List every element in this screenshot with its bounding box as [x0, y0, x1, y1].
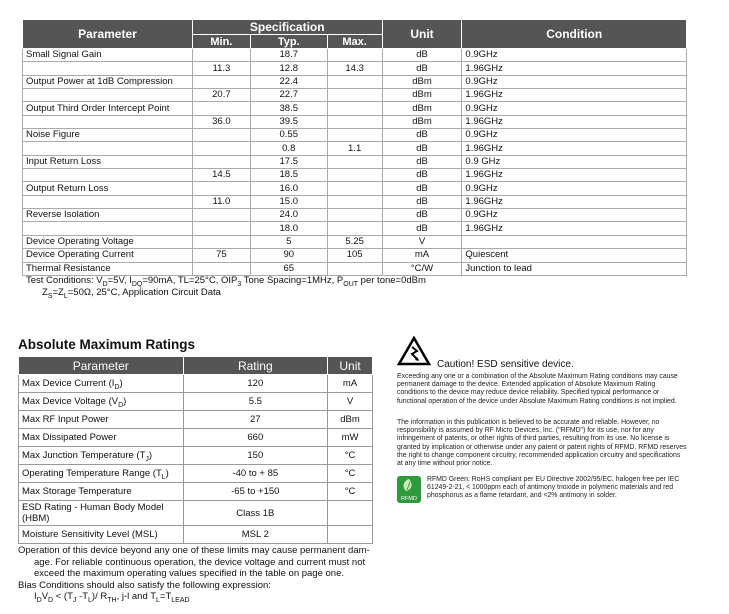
abs-max-title: Absolute Maximum Ratings — [18, 337, 196, 352]
spec-row — [23, 262, 687, 275]
amr-cell-rating: 150 — [183, 447, 328, 465]
spec-cell-min — [192, 49, 250, 62]
spec-cell-cond: Junction to lead — [462, 262, 687, 275]
spec-cell-max — [327, 195, 382, 208]
tc-text: =50Ω, 25°C, Application Circuit Data — [67, 287, 221, 298]
spec-cell-unit: dB — [382, 222, 462, 235]
spec-cell-param — [23, 222, 193, 235]
spec-cell-min — [192, 155, 250, 168]
tc-sub: D — [102, 280, 108, 288]
spec-cell-min — [192, 209, 250, 222]
amr-cell-parameter: Max Junction Temperature $(T_J)$ — [19, 447, 184, 465]
esd-warning-icon — [397, 336, 431, 366]
spec-cell-param: Noise Figure — [23, 129, 193, 142]
spec-row — [23, 235, 687, 248]
spec-row — [23, 249, 687, 262]
spec-cell-cond: 1.96GHz — [462, 115, 687, 128]
spec-row — [23, 75, 687, 88]
specification-table — [22, 19, 687, 276]
spec-cell-unit: dB — [382, 155, 462, 168]
spec-cell-max — [327, 262, 382, 275]
spec-cell-typ: 0.8 — [250, 142, 327, 155]
note-line: age. For reliable continuous operation, the device voltage and current must not — [34, 556, 366, 568]
spec-cell-param: Output Power at 1dB Compression — [23, 75, 193, 88]
spec-row — [23, 62, 687, 75]
spec-cell-min — [192, 262, 250, 275]
spec-row — [23, 102, 687, 115]
spec-cell-unit: V — [382, 235, 462, 248]
spec-cell-max — [327, 89, 382, 102]
amr-cell-unit: °C — [328, 465, 373, 483]
spec-cell-unit: dB — [382, 195, 462, 208]
spec-cell-cond: 0.9GHz — [462, 209, 687, 222]
spec-cell-param — [23, 62, 193, 75]
note-line: Operation of this device beyond any one of these limits may cause permanent dam- — [18, 545, 370, 556]
spec-cell-min — [192, 129, 250, 142]
col-condition: Condition — [462, 20, 687, 49]
spec-cell-max — [327, 75, 382, 88]
tc-sub: S — [47, 292, 53, 300]
amr-cell-parameter: Max RF Input Power — [19, 411, 184, 429]
spec-cell-typ: 90 — [250, 249, 327, 262]
spec-cell-min: 20.7 — [192, 89, 250, 102]
amr-col-rating: Rating — [183, 357, 328, 375]
leaf-icon — [397, 476, 421, 494]
spec-cell-max: 1.1 — [327, 142, 382, 155]
spec-cell-min: 14.5 — [192, 169, 250, 182]
spec-cell-unit: dB — [382, 142, 462, 155]
amr-cell-unit: V — [328, 393, 373, 411]
tc-text: Z — [42, 287, 48, 298]
spec-cell-cond: Quiescent — [462, 249, 687, 262]
spec-row — [23, 169, 687, 182]
spec-cell-param: Output Return Loss — [23, 182, 193, 195]
amr-cell-rating: -40 to + 85 — [183, 465, 328, 483]
bias-expression: $I_DV_D < (T_J$ $-T_L)/$ $R_{TH}$, j-l and $T_L=T_{LEAD}$ — [34, 591, 190, 604]
spec-cell-param: Input Return Loss — [23, 155, 193, 168]
spec-cell-typ: 16.0 — [250, 182, 327, 195]
col-specification: Specification — [192, 20, 382, 35]
tc-text: =Z — [52, 287, 64, 298]
amr-cell-unit: mA — [328, 375, 373, 393]
spec-cell-typ: 15.0 — [250, 195, 327, 208]
spec-cell-param: Small Signal Gain — [23, 49, 193, 62]
amr-cell-parameter: Max Storage Temperature — [19, 483, 184, 501]
amr-row — [19, 447, 373, 465]
amr-col-parameter: Parameter — [19, 357, 184, 375]
amr-cell-rating: 27 — [183, 411, 328, 429]
spec-cell-min — [192, 75, 250, 88]
spec-cell-max: 5.25 — [327, 235, 382, 248]
abs-max-notes — [18, 545, 388, 603]
amr-cell-rating: 5.5 — [183, 393, 328, 411]
amr-cell-rating: -65 to +150 — [183, 483, 328, 501]
spec-cell-cond — [462, 235, 687, 248]
tc-text: per tone=0dBm — [358, 275, 426, 286]
spec-cell-cond: 1.96GHz — [462, 62, 687, 75]
col-unit: Unit — [382, 20, 462, 49]
amr-row — [19, 465, 373, 483]
rfmd-badge-label: RFMD — [401, 496, 417, 502]
amr-row — [19, 429, 373, 447]
spec-row — [23, 115, 687, 128]
tc-sub: OUT — [343, 280, 359, 288]
spec-row — [23, 142, 687, 155]
amr-cell-rating: 660 — [183, 429, 328, 447]
spec-cell-max — [327, 115, 382, 128]
spec-cell-max — [327, 49, 382, 62]
spec-cell-cond: 0.9GHz — [462, 75, 687, 88]
spec-cell-unit: dB — [382, 209, 462, 222]
spec-cell-min: 11.3 — [192, 62, 250, 75]
spec-cell-max — [327, 155, 382, 168]
amr-cell-rating: MSL 2 — [183, 526, 328, 544]
tc-text: Tone Spacing=1MHz, P — [241, 275, 344, 286]
amr-cell-parameter: Max Dissipated Power — [19, 429, 184, 447]
spec-cell-cond: 0.9GHz — [462, 129, 687, 142]
disclaimer-paragraph: The information in this publication is believed to be accurate and reliable. However, no responsibility is assumed by RF Micro Devices, Inc. ("RFMD") for its use, nor for any infringement of patents, or other rights of third parties, resulting from its use. No license is granted by implication or otherwise under any patent or patent rights of RFMD. RFMD reserves the right to change component circuitry, recommended application circuitry and specifications at any time without prior notice. — [397, 419, 687, 468]
amr-row — [19, 375, 373, 393]
spec-cell-typ: 12.8 — [250, 62, 327, 75]
col-parameter: Parameter — [23, 20, 193, 49]
spec-cell-unit: dB — [382, 182, 462, 195]
amr-cell-parameter: Max Device Voltage $(V_D)$ — [19, 393, 184, 411]
spec-cell-param: Device Operating Voltage — [23, 235, 193, 248]
spec-cell-max — [327, 182, 382, 195]
amr-cell-unit: dBm — [328, 411, 373, 429]
spec-cell-param: Reverse Isolation — [23, 209, 193, 222]
spec-row — [23, 222, 687, 235]
spec-cell-typ: 22.7 — [250, 89, 327, 102]
spec-cell-unit: dBm — [382, 75, 462, 88]
amr-col-unit: Unit — [328, 357, 373, 375]
spec-row — [23, 89, 687, 102]
spec-cell-min — [192, 235, 250, 248]
amr-cell-rating: Class 1B — [183, 501, 328, 526]
spec-cell-max — [327, 209, 382, 222]
col-typ: Typ. — [250, 35, 327, 49]
spec-cell-typ: 24.0 — [250, 209, 327, 222]
spec-cell-typ: 22.4 — [250, 75, 327, 88]
spec-cell-cond: 0.9 GHz — [462, 155, 687, 168]
amr-cell-parameter: Moisture Sensitivity Level (MSL) — [19, 526, 184, 544]
tc-text: =5V, I — [107, 275, 132, 286]
spec-cell-unit: dBm — [382, 102, 462, 115]
rfmd-green-text: RFMD Green: RoHS compliant per EU Directive 2002/95/EC, halogen free per IEC 61249-2-21, < 1000ppm each of antimony trioxide in polymeric materials and red phosphorus as a flame retardant, and <2% antimony in solder. — [427, 476, 680, 500]
spec-cell-param — [23, 195, 193, 208]
spec-cell-typ: 18.5 — [250, 169, 327, 182]
spec-cell-unit: dB — [382, 62, 462, 75]
spec-cell-max — [327, 102, 382, 115]
amr-cell-unit: °C — [328, 483, 373, 501]
amr-cell-unit: mW — [328, 429, 373, 447]
amr-row — [19, 526, 373, 544]
spec-cell-typ: 38.5 — [250, 102, 327, 115]
spec-cell-typ: 18.0 — [250, 222, 327, 235]
spec-cell-unit: dB — [382, 129, 462, 142]
spec-row — [23, 182, 687, 195]
abs-max-table — [18, 356, 373, 544]
spec-row — [23, 209, 687, 222]
spec-cell-param: Thermal Resistance — [23, 262, 193, 275]
spec-cell-min — [192, 222, 250, 235]
spec-cell-unit: mA — [382, 249, 462, 262]
spec-cell-cond: 1.96GHz — [462, 195, 687, 208]
spec-cell-param — [23, 169, 193, 182]
spec-cell-min: 75 — [192, 249, 250, 262]
spec-row — [23, 129, 687, 142]
tc-text: =90mA, TL=25°C, OIP — [142, 275, 238, 286]
spec-row — [23, 49, 687, 62]
tc-sub: DQ — [131, 280, 143, 288]
caution-paragraph: Exceeding any one or a combination of the Absolute Maximum Rating conditions may cause permanent damage to the device. Extended application of Absolute Maximum Rating conditions to the device may reduce device reliability. Specified typical performance or functional operation of the device under Absolute Maximum Rating conditions is not implied. — [397, 373, 678, 405]
spec-cell-min: 36.0 — [192, 115, 250, 128]
amr-cell-rating: 120 — [183, 375, 328, 393]
amr-row — [19, 483, 373, 501]
spec-cell-unit: dB — [382, 169, 462, 182]
amr-cell-unit — [328, 526, 373, 544]
tc-sub: 3 — [237, 280, 242, 288]
spec-cell-cond: 0.9GHz — [462, 49, 687, 62]
spec-cell-unit: dBm — [382, 89, 462, 102]
spec-cell-cond: 0.9GHz — [462, 182, 687, 195]
spec-cell-typ: 5 — [250, 235, 327, 248]
amr-row — [19, 393, 373, 411]
amr-cell-parameter: Operating Temperature Range $(T_L)$ — [19, 465, 184, 483]
spec-cell-max — [327, 222, 382, 235]
spec-cell-min — [192, 182, 250, 195]
spec-cell-cond: 1.96GHz — [462, 142, 687, 155]
spec-cell-cond: 0.9GHz — [462, 102, 687, 115]
amr-cell-unit — [328, 501, 373, 526]
tc-text: Test Conditions: V — [26, 275, 103, 286]
amr-cell-parameter: Max Device Current $(I_D)$ — [19, 375, 184, 393]
spec-cell-typ: 17.5 — [250, 155, 327, 168]
spec-cell-min — [192, 102, 250, 115]
amr-row — [19, 411, 373, 429]
spec-cell-cond: 1.96GHz — [462, 222, 687, 235]
note-line: Bias Conditions should also satisfy the following expression: — [18, 579, 271, 591]
spec-cell-cond: 1.96GHz — [462, 169, 687, 182]
spec-cell-param — [23, 89, 193, 102]
spec-cell-typ: 65 — [250, 262, 327, 275]
spec-cell-cond: 1.96GHz — [462, 89, 687, 102]
spec-cell-typ: 39.5 — [250, 115, 327, 128]
note-line: exceed the maximum operating values specified in the table on page one. — [34, 568, 345, 579]
spec-cell-param — [23, 142, 193, 155]
rfmd-green-icon — [397, 476, 421, 503]
spec-cell-max — [327, 169, 382, 182]
amr-cell-unit: °C — [328, 447, 373, 465]
spec-cell-max: 14.3 — [327, 62, 382, 75]
spec-cell-param: Device Operating Current — [23, 249, 193, 262]
spec-cell-max — [327, 129, 382, 142]
spec-cell-unit: dBm — [382, 115, 462, 128]
spec-cell-min — [192, 142, 250, 155]
spec-cell-max: 105 — [327, 249, 382, 262]
amr-row — [19, 501, 373, 526]
tc-sub: L — [63, 292, 68, 300]
spec-cell-min: 11.0 — [192, 195, 250, 208]
test-conditions — [26, 275, 426, 299]
spec-cell-param — [23, 115, 193, 128]
spec-cell-unit: °C/W — [382, 262, 462, 275]
spec-cell-param: Output Third Order Intercept Point — [23, 102, 193, 115]
spec-row — [23, 155, 687, 168]
amr-cell-parameter: ESD Rating - Human Body Model (HBM) — [19, 501, 184, 526]
col-max: Max. — [327, 35, 382, 49]
caution-title: Caution! ESD sensitive device. — [437, 359, 574, 370]
spec-row — [23, 195, 687, 208]
spec-cell-unit: dB — [382, 49, 462, 62]
col-min: Min. — [192, 35, 250, 49]
spec-cell-typ: 18.7 — [250, 49, 327, 62]
spec-cell-typ: 0.55 — [250, 129, 327, 142]
